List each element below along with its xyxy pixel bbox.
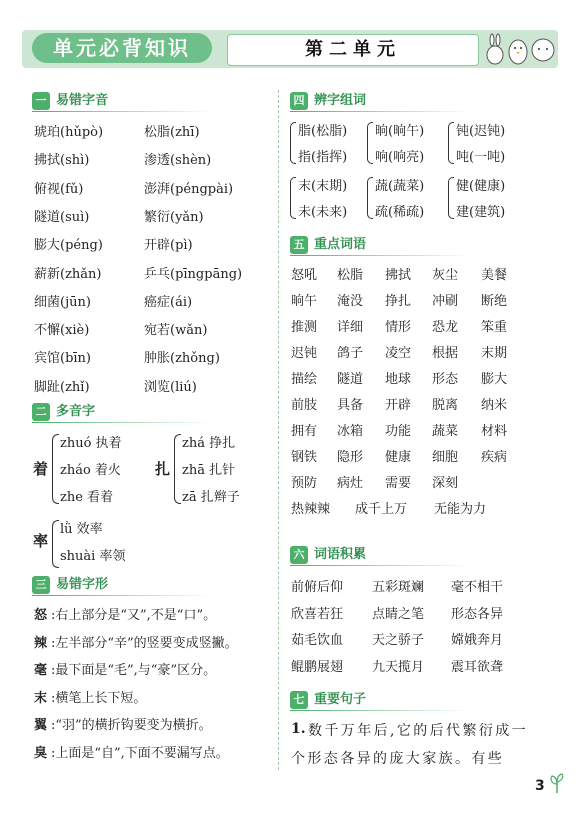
character-form-char: 臭: [34, 745, 48, 761]
idiom: 五彩斑斓: [372, 580, 425, 595]
key-word: 美餐: [481, 268, 508, 283]
pronunciation-item: 肿胀(zhǒng): [144, 351, 220, 367]
section-heading-ciyu-jilei: 六 词语积累: [290, 546, 366, 564]
key-word: 迟钝: [291, 346, 318, 361]
brace: [448, 122, 454, 164]
brace: [448, 177, 454, 219]
distinction-item: 未(未来): [298, 205, 348, 220]
key-word: 开辟: [385, 398, 412, 413]
character-form-note: :“羽”的横折钩要变为横折。: [51, 718, 212, 733]
pronunciation-item: 俯视(fǔ): [34, 181, 84, 197]
polyphone-line: zā 扎辫子: [182, 490, 240, 505]
key-word: 蔬菜: [432, 424, 459, 439]
brace: [367, 177, 373, 219]
brace: [290, 122, 296, 164]
distinction-item: 响(响亮): [375, 150, 425, 165]
key-word: 材料: [481, 424, 508, 439]
distinction-item: 钝(迟钝): [456, 124, 506, 139]
idiom: 天之骄子: [372, 633, 425, 648]
polyphone-line: zhá 挣扎: [182, 436, 236, 451]
key-word: 末期: [481, 346, 508, 361]
key-word: 鸽子: [337, 346, 364, 361]
key-word: 纳米: [481, 398, 508, 413]
key-word: 拥有: [291, 424, 318, 439]
pronunciation-item: 繁衍(yǎn): [144, 209, 204, 225]
sentence-line: 个形态各异的庞大家族。有些: [291, 751, 505, 767]
key-word: 功能: [385, 424, 412, 439]
key-word: 前肢: [291, 398, 318, 413]
sheep-icon: [530, 33, 556, 65]
key-word: 形态: [432, 372, 459, 387]
distinction-item: 末(末期): [298, 179, 348, 194]
sprout-icon: [549, 772, 565, 794]
sentence-number: 1.: [291, 721, 306, 737]
character-form-char: 末: [34, 690, 48, 706]
character-form-note: :右上部分是“又”,不是“口”。: [51, 608, 217, 623]
brace: [174, 434, 181, 504]
key-word: 推测: [291, 320, 318, 335]
key-word: 无能为力: [434, 502, 487, 517]
unit-header: [22, 30, 558, 68]
idiom: 毫不相干: [451, 580, 504, 595]
character-form-note: :左半部分“辛”的竖要变成竖撇。: [51, 635, 238, 651]
polyphone-char-zha: 扎: [155, 460, 171, 478]
key-word: 深刻: [432, 476, 459, 491]
header-title-left: 单元必背知识: [32, 33, 212, 63]
pronunciation-item: 松脂(zhī): [144, 125, 200, 140]
polyphone-char-zhuo: 着: [33, 460, 49, 478]
key-word: 病灶: [337, 476, 364, 491]
section-heading-zhongyao-juzi: 七 重要句子: [290, 691, 366, 709]
pronunciation-item: 宾馆(bīn): [34, 351, 91, 367]
character-form-note: :最下面是“毛”,与“豪”区分。: [51, 663, 217, 678]
pronunciation-item: 薪新(zhǎn): [34, 266, 102, 282]
polyphone-line: lǜ 效率: [60, 522, 103, 537]
pronunciation-item: 琥珀(hǔpò): [34, 125, 104, 140]
key-word: 拂拭: [385, 268, 412, 283]
penguin-icon: [507, 33, 529, 65]
key-word: 地球: [385, 372, 412, 387]
distinction-item: 蔬(蔬菜): [375, 179, 425, 194]
character-form-char: 翼: [34, 718, 48, 733]
key-word: 疾病: [481, 450, 508, 465]
brace: [290, 177, 296, 219]
section-heading-bianzi-zuci: 四 辨字组词: [290, 92, 366, 110]
distinction-item: 指(指挥): [298, 150, 348, 165]
pronunciation-item: 膨大(péng): [34, 238, 103, 254]
polyphone-line: zhe 看着: [60, 490, 114, 505]
section-heading-duoyinzi: 二 多音字: [32, 403, 95, 421]
key-word: 恐龙: [432, 320, 459, 335]
polyphone-line: zhuó 执着: [60, 436, 122, 451]
pronunciation-item: 癌症(ái): [144, 294, 193, 310]
idiom: 九天揽月: [372, 659, 425, 675]
key-word: 晌午: [291, 294, 318, 309]
idiom: 鲲鹏展翅: [291, 659, 344, 675]
key-word: 具备: [337, 398, 364, 413]
brace: [52, 520, 59, 568]
idiom: 形态各异: [451, 606, 504, 622]
polyphone-line: zhā 扎针: [182, 463, 236, 478]
header-title-right: 第二单元: [227, 34, 479, 66]
pronunciation-item: 浏览(liú): [144, 379, 197, 395]
key-word: 细胞: [432, 450, 459, 465]
key-word: 笨重: [481, 320, 508, 335]
key-word: 需要: [385, 476, 412, 491]
polyphone-line: zháo 着火: [60, 463, 121, 478]
column-divider: [278, 90, 279, 770]
key-word: 隐形: [337, 450, 364, 465]
section-heading-yicuo-zixing: 三 易错字形: [32, 576, 108, 594]
sentence-line: 数千万年后,它的后代繁衍成一: [308, 723, 529, 739]
idiom: 震耳欲聋: [451, 659, 504, 675]
key-word: 灰尘: [432, 268, 459, 283]
key-word: 冰箱: [337, 424, 364, 439]
pronunciation-item: 脚趾(zhǐ): [34, 379, 90, 395]
page-number: 3: [535, 778, 545, 794]
section-heading-yicuo-ziyin: 一 易错字音: [32, 92, 108, 110]
key-word: 怒吼: [291, 268, 318, 283]
key-word: 成千上万: [355, 502, 408, 517]
distinction-item: 吨(一吨): [456, 150, 506, 165]
key-word: 松脂: [337, 268, 364, 283]
key-word: 描绘: [291, 372, 318, 387]
key-word: 钢铁: [291, 450, 318, 465]
pronunciation-item: 澎湃(péngpài): [144, 181, 234, 197]
key-word: 根据: [432, 346, 459, 361]
pronunciation-item: 不懈(xiè): [34, 323, 90, 339]
character-form-char: 怒: [34, 608, 48, 623]
polyphone-char-lv: 率: [33, 532, 49, 550]
key-word: 情形: [385, 320, 412, 335]
distinction-item: 健(健康): [456, 179, 506, 194]
idiom: 前俯后仰: [291, 580, 344, 595]
key-word: 冲刷: [432, 294, 459, 309]
pronunciation-item: 乒乓(pīngpāng): [144, 266, 243, 282]
key-word: 健康: [385, 450, 412, 465]
polyphone-line: shuài 率领: [60, 549, 126, 564]
brace: [52, 434, 59, 504]
key-word: 隧道: [337, 372, 364, 387]
idiom: 茹毛饮血: [291, 633, 344, 648]
pronunciation-item: 隧道(suì): [34, 209, 90, 225]
key-word: 淹没: [337, 294, 364, 309]
key-word: 脱离: [432, 398, 459, 413]
distinction-item: 脂(松脂): [298, 124, 348, 139]
character-form-note: :上面是“自”,下面不要漏写点。: [51, 745, 229, 761]
key-word: 膨大: [481, 372, 508, 387]
key-word: 断绝: [481, 294, 508, 309]
distinction-item: 晌(晌午): [375, 124, 425, 139]
key-word: 凌空: [385, 346, 412, 361]
section-heading-zhongdian-ciyu: 五 重点词语: [290, 236, 366, 254]
idiom: 点睛之笔: [372, 606, 425, 622]
character-form-note: :横笔上长下短。: [51, 690, 147, 706]
key-word: 挣扎: [385, 294, 412, 309]
idiom: 嫦娥奔月: [451, 633, 504, 648]
key-word: 热辣辣: [291, 502, 331, 517]
key-word: 详细: [337, 320, 364, 335]
character-form-char: 毫: [34, 663, 48, 678]
pronunciation-item: 细菌(jūn): [34, 294, 91, 310]
rabbit-icon: [484, 33, 506, 65]
character-form-char: 辣: [34, 635, 48, 651]
key-word: 预防: [291, 476, 318, 491]
idiom: 欣喜若狂: [291, 606, 344, 622]
pronunciation-item: 拂拭(shì): [34, 153, 90, 169]
pronunciation-item: 渗透(shèn): [144, 153, 212, 169]
brace: [367, 122, 373, 164]
pronunciation-item: 宛若(wǎn): [144, 323, 208, 339]
distinction-item: 建(建筑): [456, 205, 506, 220]
pronunciation-item: 开辟(pì): [144, 238, 193, 254]
distinction-item: 疏(稀疏): [375, 205, 425, 220]
